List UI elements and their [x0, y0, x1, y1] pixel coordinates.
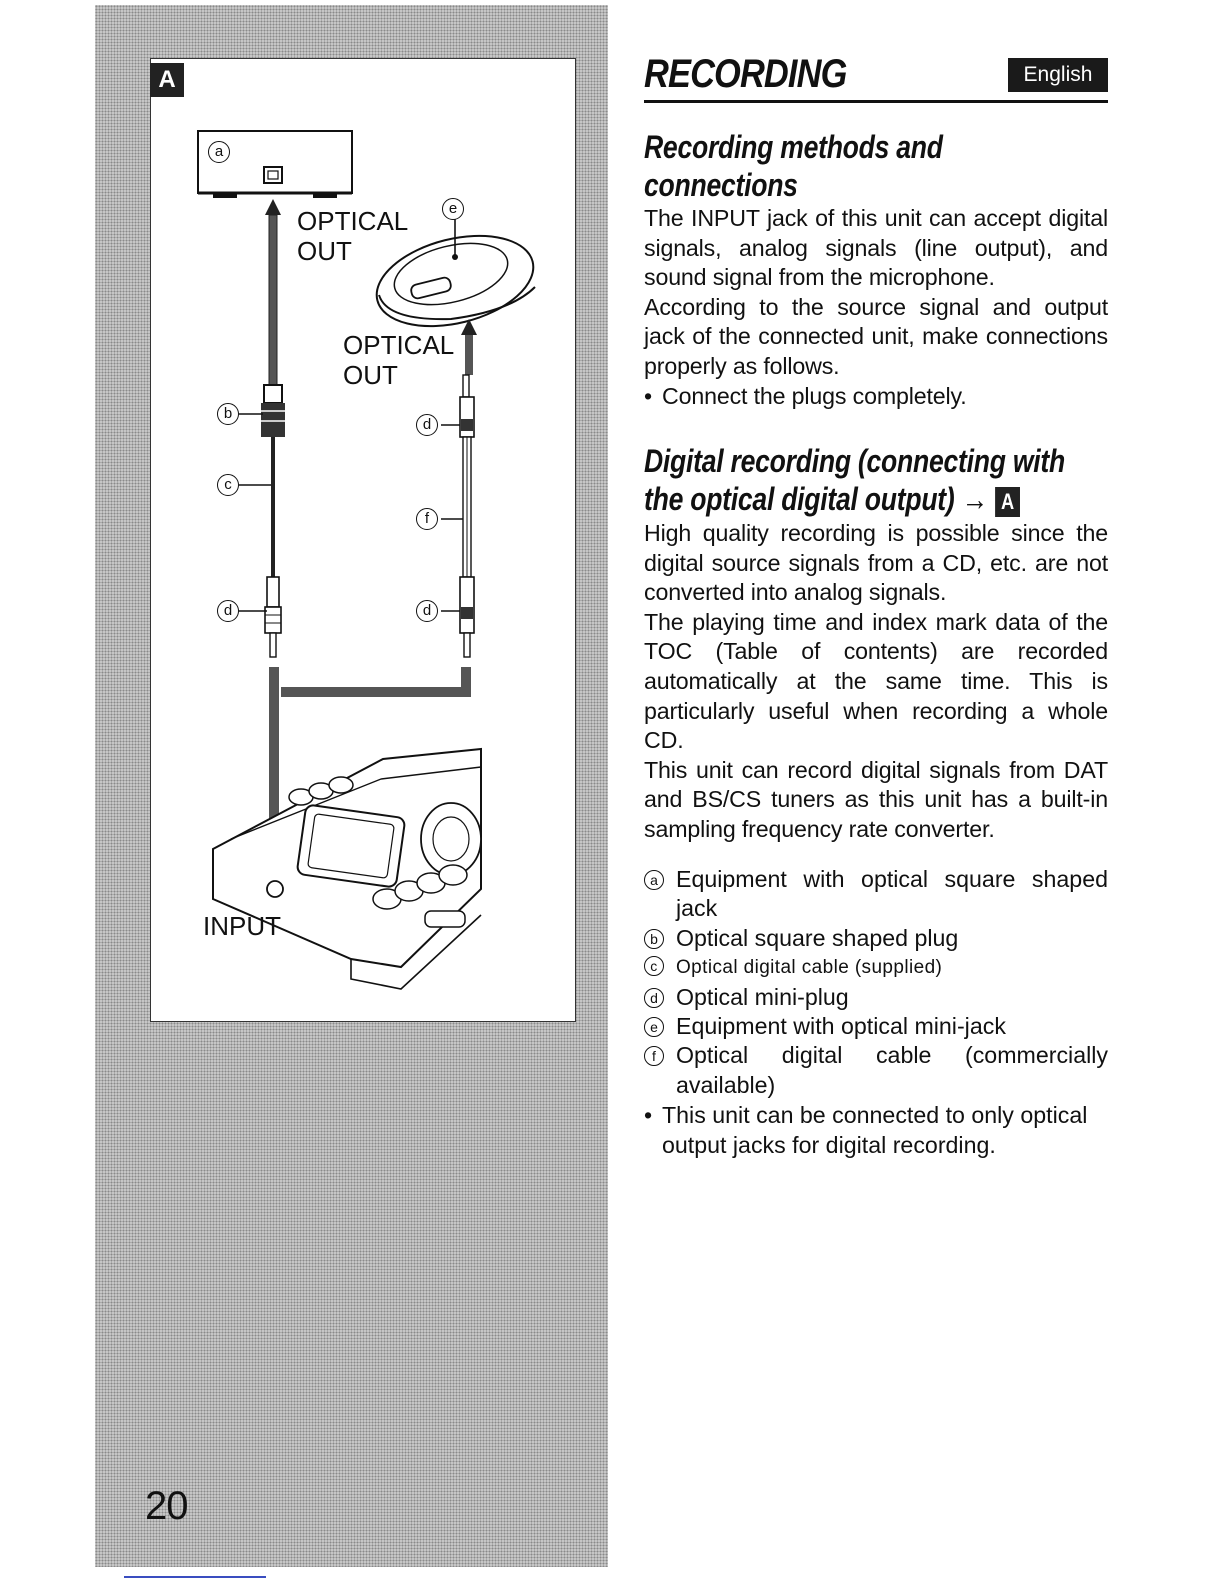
- figure-badge: A: [150, 63, 184, 97]
- bottom-rule: [124, 1576, 266, 1578]
- heading-line: Recording methods and: [644, 129, 943, 165]
- legend-text: Optical square shaped plug: [676, 924, 959, 951]
- legend-text: Equipment with optical square shaped jack: [676, 866, 1108, 922]
- callout-c: c: [217, 474, 239, 496]
- md-recorder: [213, 749, 481, 989]
- label-optical-out-2-line1: OPTICAL: [343, 330, 455, 360]
- legend-text: Optical mini-plug: [676, 983, 849, 1010]
- paragraph: According to the source signal and output jack of the connected unit, make connections properly as follows.: [644, 293, 1108, 379]
- legend-text: Optical digital cable (supplied): [676, 957, 943, 979]
- arrow-icon: →: [961, 481, 988, 517]
- legend-callout: e: [644, 1017, 664, 1037]
- section1-body: [644, 204, 1108, 411]
- heading-line: the optical digital output): [644, 481, 955, 517]
- label-input: INPUT: [203, 911, 281, 941]
- page-number: 20: [145, 1484, 188, 1528]
- legend-callout: a: [644, 870, 664, 890]
- cable-left: [261, 199, 285, 657]
- paragraph: High quality recording is possible since the digital source signals from a CD, etc. are not converted into analog signals.: [644, 520, 1108, 606]
- callout-d-left: d: [217, 600, 239, 622]
- section-heading-digital-recording: [644, 442, 1109, 518]
- legend-callout: b: [644, 929, 664, 949]
- legend-callout: d: [644, 988, 664, 1008]
- legend-callout: f: [644, 1046, 664, 1066]
- paragraph: The playing time and index mark data of the TOC (Table of contents) are recorded automatically at the same time. This is particularly useful when recording a whole CD.: [644, 608, 1108, 754]
- label-optical-out-1-line2: OUT: [297, 236, 352, 266]
- callout-a: a: [208, 141, 230, 163]
- callout-e: e: [442, 198, 464, 220]
- heading-line: connections: [644, 167, 798, 203]
- figure-reference-badge: A: [995, 487, 1020, 517]
- legend-item: [644, 983, 1108, 1012]
- connection-diagram-drawing: [151, 59, 575, 1021]
- legend-callout: c: [644, 956, 664, 976]
- label-optical-out-2-line2: OUT: [343, 360, 398, 390]
- paragraph: The INPUT jack of this unit can accept digital signals, analog signals (line output), and sound signal from the microphone.: [644, 205, 1108, 291]
- section-heading-recording-methods: [644, 128, 1109, 204]
- language-badge: English: [1008, 58, 1108, 92]
- callout-b: b: [217, 403, 239, 425]
- page-title: RECORDING: [644, 52, 847, 96]
- paragraph: This unit can record digital signals from DAT and BS/CS tuners as this unit has a built-in sampling frequency rate converter.: [644, 756, 1108, 842]
- callout-f: f: [416, 508, 438, 530]
- figure-legend: [644, 865, 1108, 1160]
- bullet-note: • This unit can be connected to only optical output jacks for digital recording.: [644, 1101, 1108, 1160]
- legend-item: [644, 1041, 1108, 1100]
- section2-body: [644, 519, 1108, 845]
- legend-item: [644, 865, 1108, 924]
- legend-item: [644, 953, 1108, 982]
- legend-item: [644, 924, 1108, 953]
- title-divider: [644, 100, 1108, 103]
- callout-d-right-top: d: [416, 414, 438, 436]
- cable-right: [460, 319, 477, 657]
- legend-item: [644, 1012, 1108, 1041]
- callout-d-right-bottom: d: [416, 600, 438, 622]
- legend-text: Optical digital cable (commercially available): [676, 1042, 1108, 1098]
- label-optical-out-1-line1: OPTICAL: [297, 206, 409, 236]
- legend-text: Equipment with optical mini-jack: [676, 1013, 1006, 1040]
- heading-line: Digital recording (connecting with: [644, 443, 1065, 479]
- connection-diagram: [150, 58, 576, 1022]
- bullet-note: • Connect the plugs completely.: [644, 382, 1108, 412]
